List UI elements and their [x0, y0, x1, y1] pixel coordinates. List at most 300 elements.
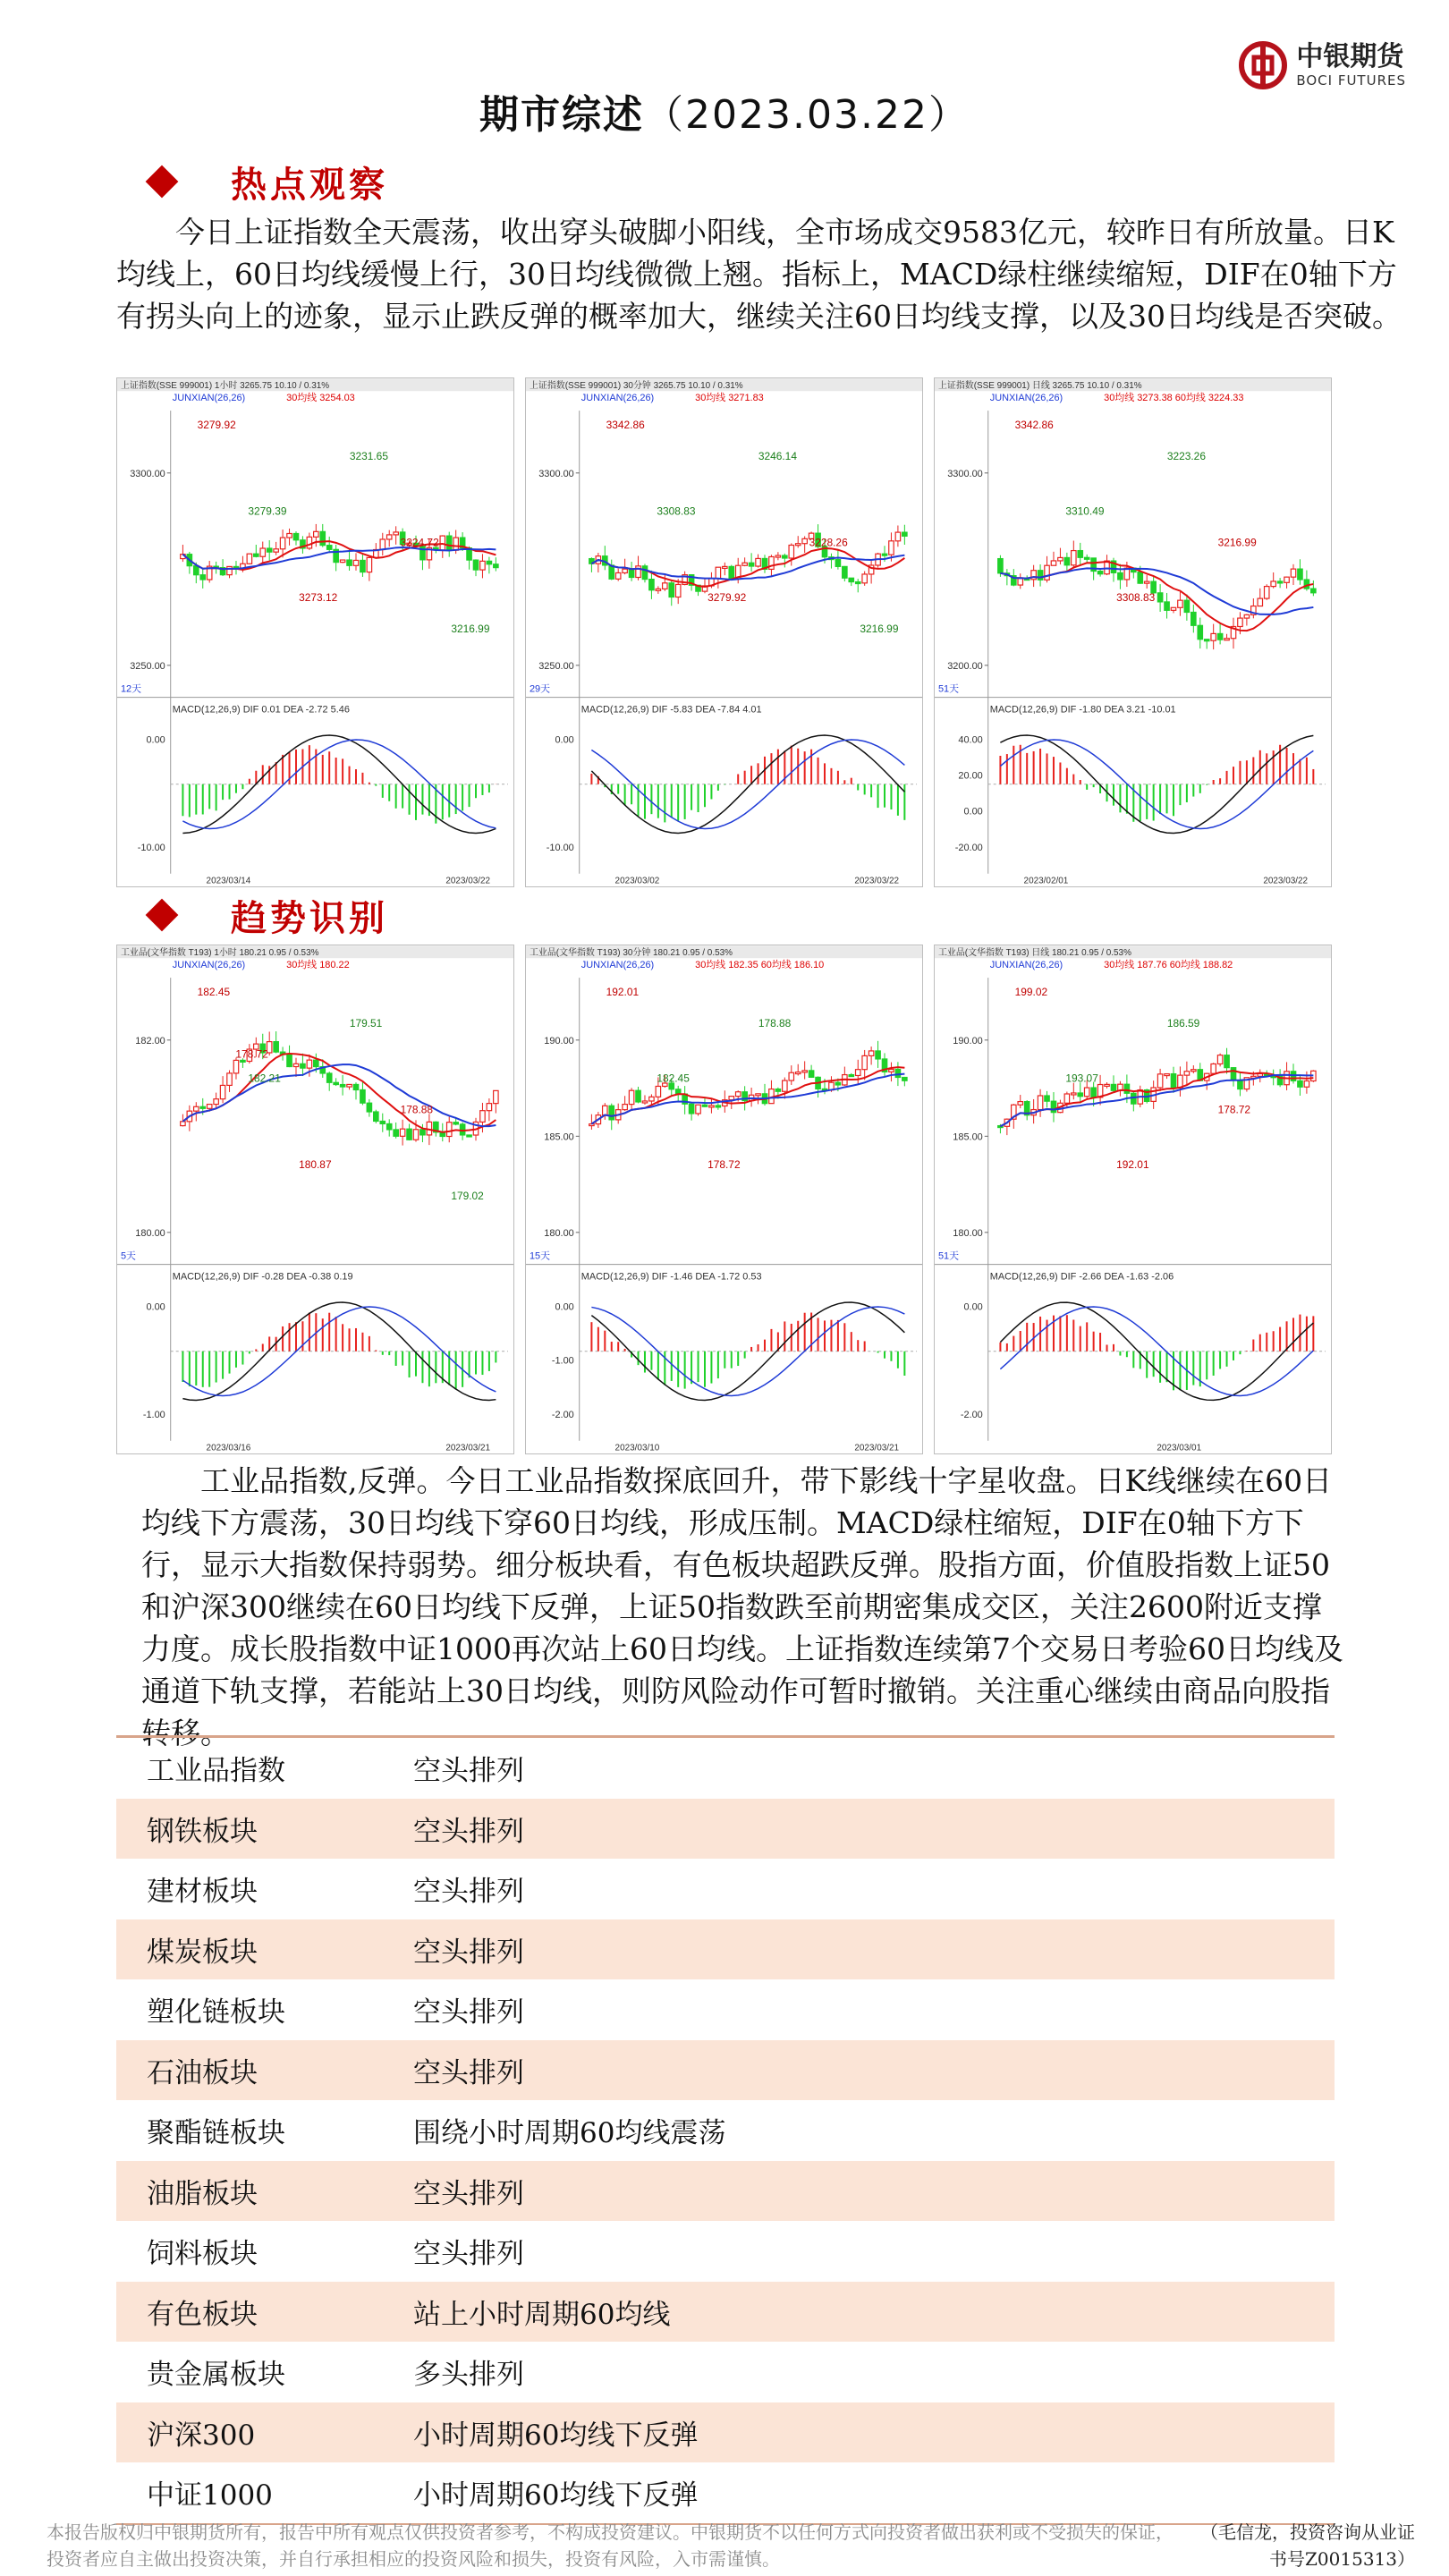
- range-label: 51天: [937, 1250, 960, 1262]
- sector-status: 空头排列: [413, 2177, 524, 2210]
- candle-body: [353, 1084, 358, 1089]
- ma-value: 30均线 3271.83: [695, 393, 764, 404]
- y-tick-label: 3200.00: [947, 660, 983, 672]
- date-label: 2023/03/22: [445, 876, 491, 886]
- candle-body: [1091, 1088, 1096, 1097]
- sector-status: 空头排列: [413, 1996, 524, 2029]
- candle-body: [287, 533, 292, 538]
- candle-body: [623, 1105, 627, 1110]
- candle-body: [1045, 1096, 1049, 1101]
- sector-status: 空头排列: [413, 1755, 524, 1788]
- sector-name: 煤炭板块: [147, 1936, 258, 1969]
- candle-body: [1258, 1073, 1262, 1076]
- candle-body: [1072, 551, 1076, 565]
- candle-body: [473, 560, 478, 570]
- price-label: 3216.99: [1217, 536, 1257, 549]
- sector-name: 中证1000: [147, 2479, 273, 2512]
- candle-body: [254, 554, 258, 556]
- sector-name: 塑化链板块: [147, 1996, 285, 2029]
- candle-body: [320, 531, 325, 545]
- candle-body: [1051, 1101, 1055, 1112]
- candle-body: [274, 549, 278, 552]
- candle-body: [795, 544, 800, 546]
- table-row: [116, 2100, 1335, 2161]
- candle-body: [1124, 1084, 1129, 1093]
- candle-body: [889, 541, 894, 555]
- y-tick-label: 3300.00: [538, 468, 574, 479]
- y-tick-label: 3300.00: [947, 468, 983, 479]
- candle-body: [649, 1097, 654, 1101]
- kline-chart: [116, 377, 514, 887]
- y-tick-label: 190.00: [544, 1035, 574, 1046]
- candle-body: [360, 1089, 365, 1103]
- candle-body: [200, 575, 205, 580]
- price-label: 3279.92: [197, 419, 236, 432]
- macd-tick-label: -10.00: [546, 842, 574, 853]
- candle-body: [374, 1112, 378, 1121]
- price-label: 178.72: [235, 1047, 268, 1061]
- candle-body: [1217, 1055, 1222, 1064]
- price-label: 3308.83: [657, 504, 696, 518]
- candle-body: [314, 1060, 318, 1066]
- candle-body: [453, 1123, 458, 1124]
- candle-body: [487, 1104, 491, 1111]
- candle-body: [326, 546, 331, 550]
- candle-body: [233, 1060, 238, 1072]
- date-label: 2023/03/22: [854, 876, 900, 886]
- range-label: 15天: [529, 1250, 551, 1262]
- index-chart-row: [116, 377, 1333, 887]
- candle-body: [307, 537, 311, 548]
- candle-body: [656, 1086, 660, 1097]
- page-header: [0, 0, 1449, 143]
- macd-tick-label: -10.00: [137, 842, 165, 853]
- candle-body: [1171, 1074, 1175, 1089]
- macd-label: MACD(12,26,9) DIF -2.66 DEA -1.63 -2.06: [989, 1271, 1174, 1283]
- boc-logo-icon: [1239, 41, 1287, 89]
- candle-body: [1118, 572, 1123, 580]
- chart-header: 上证指数(SSE 999001) 日线 3265.75 10.10 / 0.31%: [937, 381, 1142, 392]
- candle-body: [998, 559, 1003, 573]
- sector-name: 沪深300: [147, 2419, 256, 2452]
- candle-body: [1038, 571, 1042, 580]
- candle-body: [769, 556, 774, 569]
- ma-label: JUNXIAN(26,26): [172, 393, 246, 404]
- candle-body: [1304, 580, 1309, 589]
- candle-body: [636, 1090, 640, 1102]
- candle-body: [301, 1063, 305, 1068]
- candle-body: [293, 533, 298, 539]
- sector-status: 围绕小时周期60均线震荡: [413, 2117, 726, 2150]
- chart-header: 上证指数(SSE 999001) 30分钟 3265.75 10.10 / 0.31%: [529, 381, 743, 392]
- candle-body: [783, 1080, 787, 1091]
- candle-body: [716, 1106, 720, 1107]
- candle-body: [689, 1104, 693, 1114]
- candle-body: [629, 569, 633, 577]
- candle-body: [862, 1055, 867, 1069]
- candle-body: [314, 531, 318, 537]
- candle-body: [307, 1060, 311, 1068]
- table-row: [116, 2402, 1335, 2463]
- table-row: [116, 1859, 1335, 1919]
- candle-body: [1157, 593, 1162, 602]
- candle-body: [1111, 1084, 1115, 1090]
- candle-body: [723, 566, 727, 568]
- macd-label: MACD(12,26,9) DIF -5.83 DEA -7.84 4.01: [580, 704, 762, 716]
- candle-body: [869, 1051, 873, 1055]
- page-title: 期市综述（2023.03.22）: [479, 92, 970, 138]
- candle-body: [360, 560, 365, 572]
- macd-tick-label: 0.00: [963, 806, 983, 818]
- candle-body: [227, 1073, 232, 1086]
- chart-header: 工业品(文华指数 T193) 1小时 180.21 0.95 / 0.53%: [120, 948, 319, 959]
- candle-body: [669, 583, 674, 597]
- candle-body: [1271, 581, 1275, 587]
- sector-name: 贵金属板块: [147, 2359, 285, 2392]
- candle-body: [1184, 600, 1189, 612]
- candle-body: [394, 532, 398, 535]
- candle-body: [494, 564, 498, 568]
- date-label: 2023/03/02: [614, 876, 660, 886]
- price-label: 3342.86: [606, 419, 645, 432]
- sector-status: 空头排列: [413, 2056, 524, 2089]
- y-tick-label: 3250.00: [130, 660, 165, 672]
- sector-status: 小时周期60均线下反弹: [413, 2479, 699, 2512]
- chart-header: 工业品(文华指数 T193) 30分钟 180.21 0.95 / 0.53%: [529, 948, 733, 959]
- candle-body: [876, 1051, 880, 1059]
- price-label: 192.01: [1116, 1158, 1149, 1172]
- candle-body: [1058, 557, 1063, 561]
- candle-body: [1064, 1094, 1069, 1103]
- candle-body: [274, 1042, 278, 1053]
- range-label: 51天: [937, 683, 960, 695]
- candle-body: [386, 1123, 391, 1129]
- ma-value: 30均线 3254.03: [286, 393, 355, 404]
- ma60-line: [182, 547, 496, 569]
- analyst-credit: （毛信龙，投资咨询从业证书号Z0015313）: [1200, 2521, 1415, 2570]
- logo-chinese-name: 中银期货: [1296, 41, 1404, 72]
- candle-body: [1244, 614, 1249, 618]
- candle-body: [895, 1069, 900, 1077]
- candle-body: [902, 1078, 907, 1081]
- chart-header: 上证指数(SSE 999001) 1小时 3265.75 10.10 / 0.31%: [120, 381, 330, 392]
- candle-body: [1291, 569, 1295, 577]
- candle-body: [1198, 625, 1202, 639]
- date-label: 2023/03/14: [206, 876, 251, 886]
- candle-body: [247, 554, 251, 564]
- kline-chart: [525, 945, 923, 1454]
- y-tick-label: 182.00: [135, 1035, 165, 1046]
- macd-label: MACD(12,26,9) DIF -1.46 DEA -1.72 0.53: [580, 1271, 762, 1283]
- report-date: （2023.03.22）: [644, 92, 970, 138]
- candle-body: [1211, 633, 1216, 640]
- candle-body: [675, 584, 680, 597]
- candle-body: [367, 1103, 371, 1112]
- candle-body: [181, 1122, 185, 1126]
- candle-body: [1311, 589, 1316, 593]
- table-row: [116, 2462, 1335, 2523]
- price-label: 182.45: [197, 986, 231, 999]
- price-label: 3224.72: [400, 536, 439, 549]
- candle-body: [1097, 572, 1102, 574]
- candle-body: [267, 548, 271, 552]
- ma-value: 30均线 182.35 60均线 186.10: [695, 960, 825, 971]
- candle-body: [1304, 1080, 1309, 1087]
- candle-body: [1038, 1096, 1042, 1110]
- price-label: 3223.26: [1166, 449, 1206, 462]
- candle-body: [494, 1090, 498, 1103]
- sector-status-table: [116, 1735, 1335, 2525]
- candle-body: [1138, 572, 1142, 584]
- company-logo: [1239, 34, 1406, 97]
- candle-body: [649, 580, 654, 590]
- date-label: 2023/03/10: [614, 1443, 660, 1453]
- candle-body: [220, 1085, 225, 1098]
- candle-body: [400, 1129, 404, 1136]
- macd-tick-label: 0.00: [555, 734, 574, 746]
- candle-body: [775, 555, 780, 557]
- price-label: 179.02: [451, 1190, 484, 1202]
- candle-body: [347, 1084, 352, 1087]
- y-tick-label: 3250.00: [538, 660, 574, 672]
- candle-body: [340, 560, 344, 563]
- disclaimer: 本报告版权归中银期货所有，报告中所有观点仅供投资者参考，不构成投资建议。中银期货不以任何方式向投资者做出获利或不受损失的保证，投资者应自主做出投资决策，并自行承担相应的投资风险和损失，投资有风险，入市需谨慎。: [47, 2521, 1174, 2570]
- candle-body: [729, 566, 733, 579]
- candle-body: [394, 1130, 398, 1136]
- date-label: 2023/03/22: [1263, 876, 1309, 886]
- candle-body: [642, 1101, 647, 1103]
- candle-body: [756, 1094, 760, 1096]
- candle-body: [656, 589, 660, 590]
- price-label: 186.59: [1166, 1016, 1200, 1030]
- macd-tick-label: 0.00: [963, 1301, 983, 1313]
- sector-name: 建材板块: [147, 1876, 258, 1909]
- trend-paragraph: 工业品指数,反弹。今日工业品指数探底回升，带下影线十字星收盘。日K线继续在60日均线下方震荡，30日均线下穿60日均线，形成压制。MACD绿柱缩短，DIF在0轴下方下行，显示大指数保持弱势。细分板块看，有色板块超跌反弹。股指方面，价值股指数上证50和沪深300继续在60日均线下反弹，上证50指数跌至前期密集成交区，关注2600附近支撑力度。成长股指数中证1000再次站上60日均线。上证指数连续第7个交易日考验60日均线及通道下轨支撑，若能站上30日均线，则防风险动作可暂时撤销。关注重心继续由商品向股指转移。: [141, 1463, 1343, 1750]
- price-label: 182.21: [248, 1072, 281, 1085]
- date-label: 2023/03/21: [854, 1443, 900, 1453]
- macd-label: MACD(12,26,9) DIF 0.01 DEA -2.72 5.46: [172, 704, 350, 716]
- candle-body: [1191, 612, 1196, 625]
- ma-label: JUNXIAN(26,26): [580, 960, 655, 971]
- candle-body: [889, 1069, 894, 1072]
- price-label: 3310.49: [1065, 504, 1105, 518]
- macd-tick-label: -1.00: [551, 1355, 574, 1367]
- candle-body: [809, 1071, 813, 1077]
- candle-body: [1165, 602, 1169, 610]
- ma-value: 30均线 3273.38 60均线 3224.33: [1104, 393, 1244, 404]
- table-row: [116, 2221, 1335, 2282]
- chart-header: 工业品(文华指数 T193) 日线 180.21 0.95 / 0.53%: [937, 948, 1131, 959]
- candle-body: [214, 1099, 218, 1105]
- sector-name: 石油板块: [147, 2056, 258, 2089]
- macd-tick-label: 40.00: [958, 734, 983, 746]
- candle-body: [1084, 557, 1089, 559]
- candle-body: [1051, 561, 1055, 565]
- candle-body: [735, 1092, 740, 1097]
- candle-body: [856, 582, 860, 584]
- candle-body: [260, 548, 265, 556]
- candle-body: [642, 566, 647, 580]
- candle-body: [609, 1106, 614, 1120]
- candle-body: [849, 578, 853, 581]
- candle-body: [802, 1071, 807, 1072]
- candle-body: [1191, 1070, 1196, 1072]
- macd-tick-label: 0.00: [555, 1301, 574, 1313]
- price-label: 3246.14: [758, 449, 797, 462]
- y-tick-label: 185.00: [953, 1131, 983, 1143]
- sector-status: 空头排列: [413, 1876, 524, 1909]
- candle-body: [1045, 565, 1049, 580]
- candle-body: [487, 561, 491, 564]
- y-tick-label: 185.00: [544, 1131, 574, 1143]
- candle-body: [447, 536, 452, 550]
- y-tick-label: 190.00: [953, 1035, 983, 1046]
- kline-chart: [934, 377, 1332, 887]
- candle-body: [200, 1106, 205, 1108]
- candle-body: [453, 538, 458, 550]
- candle-body: [293, 1063, 298, 1066]
- section-trend-heading: 趋势识别: [150, 893, 388, 937]
- candle-body: [783, 555, 787, 558]
- candle-body: [467, 1135, 471, 1137]
- candle-body: [1277, 581, 1282, 583]
- sector-status: 多头排列: [413, 2359, 524, 2392]
- sector-status: 空头排列: [413, 1936, 524, 1969]
- table-row: [116, 1979, 1335, 2040]
- candle-body: [1157, 1074, 1162, 1088]
- price-label: 3216.99: [860, 623, 899, 635]
- date-label: 2023/02/01: [1023, 876, 1069, 886]
- macd-tick-label: 0.00: [146, 734, 165, 746]
- candle-body: [795, 1072, 800, 1074]
- candle-body: [194, 1106, 199, 1111]
- candle-body: [1165, 1074, 1169, 1076]
- table-row: [116, 2282, 1335, 2343]
- candle-body: [1105, 1084, 1109, 1086]
- candle-body: [413, 1130, 418, 1140]
- ma-value: 30均线 180.22: [286, 960, 350, 971]
- candle-body: [629, 1090, 633, 1104]
- y-tick-label: 3300.00: [130, 468, 165, 479]
- kline-chart: [525, 377, 923, 887]
- price-label: 3308.83: [1116, 591, 1156, 605]
- table-row: [116, 2040, 1335, 2101]
- candle-body: [862, 574, 867, 583]
- candle-body: [407, 1129, 411, 1140]
- price-label: 3216.99: [451, 623, 490, 635]
- candle-body: [895, 532, 900, 541]
- price-label: 193.07: [1065, 1072, 1098, 1085]
- candle-body: [1217, 633, 1222, 640]
- candle-body: [380, 539, 385, 550]
- candle-body: [1018, 1102, 1022, 1106]
- table-row: [116, 1799, 1335, 1860]
- candle-body: [1064, 557, 1069, 564]
- range-label: 5天: [120, 1250, 137, 1262]
- date-label: 2023/03/01: [1157, 1443, 1202, 1453]
- macd-label: MACD(12,26,9) DIF -0.28 DEA -0.38 0.19: [172, 1271, 353, 1283]
- candle-body: [480, 1111, 485, 1123]
- date-label: 2023/03/16: [206, 1443, 251, 1453]
- price-label: 192.01: [606, 986, 640, 999]
- y-tick-label: 180.00: [953, 1227, 983, 1239]
- candle-body: [835, 1082, 840, 1085]
- candle-body: [835, 560, 840, 567]
- candle-body: [603, 1106, 607, 1114]
- candle-body: [696, 1105, 700, 1114]
- candle-body: [447, 1123, 452, 1137]
- macd-tick-label: -2.00: [551, 1409, 574, 1420]
- candle-body: [756, 558, 760, 566]
- candle-body: [1171, 607, 1175, 610]
- candle-body: [789, 1072, 793, 1080]
- price-label: 179.51: [349, 1016, 383, 1030]
- sector-name: 饲料板块: [147, 2238, 258, 2271]
- sector-name: 钢铁板块: [147, 1815, 258, 1848]
- hotspot-paragraph: 今日上证指数全天震荡，收出穿头破脚小阳线，全市场成交9583亿元，较昨日有所放量。日K均线上，60日均线缓慢上行，30日均线微微上翘。指标上，MACD绿柱继续缩短，DIF在0轴下方有拐头向上的迹象，显示止跌反弹的概率加大，继续关注60日均线支撑，以及30日均线是否突破。: [116, 215, 1402, 334]
- ma-label: JUNXIAN(26,26): [580, 393, 655, 404]
- candle-body: [334, 1082, 338, 1084]
- price-label: 3273.12: [299, 591, 338, 605]
- candle-body: [1284, 577, 1289, 582]
- candle-body: [1184, 1072, 1189, 1075]
- candle-body: [380, 1121, 385, 1123]
- candle-body: [1204, 640, 1208, 641]
- candle-body: [882, 554, 886, 555]
- diamond-bullet-icon: [146, 899, 179, 932]
- range-label: 29天: [529, 683, 551, 695]
- candle-body: [420, 1130, 425, 1135]
- kline-chart: [116, 945, 514, 1454]
- candle-body: [1078, 1093, 1082, 1097]
- macd-tick-label: -20.00: [954, 842, 983, 853]
- candle-body: [347, 560, 352, 565]
- candle-body: [1072, 1093, 1076, 1095]
- section-hotspot-heading: 热点观察: [150, 159, 388, 204]
- ma-label: JUNXIAN(26,26): [989, 960, 1063, 971]
- price-label: 182.45: [657, 1072, 690, 1085]
- candle-body: [1265, 587, 1269, 598]
- logo-english-name: BOCI FUTURES: [1296, 72, 1406, 89]
- candle-body: [367, 557, 371, 572]
- candle-body: [856, 1070, 860, 1076]
- candle-body: [386, 535, 391, 539]
- candle-body: [716, 567, 720, 579]
- candle-body: [729, 1097, 733, 1100]
- candle-body: [1178, 600, 1182, 607]
- candle-body: [1238, 1080, 1242, 1089]
- price-label: 3342.86: [1014, 419, 1054, 432]
- candle-body: [480, 561, 485, 570]
- price-label: 180.87: [299, 1158, 332, 1172]
- candle-body: [615, 572, 620, 579]
- range-label: 12天: [120, 683, 142, 695]
- candle-body: [589, 1124, 594, 1126]
- candle-body: [702, 1105, 707, 1106]
- price-label: 3231.65: [349, 449, 388, 462]
- sector-name: 油脂板块: [147, 2177, 258, 2210]
- candle-body: [789, 545, 793, 558]
- macd-tick-label: -2.00: [960, 1409, 983, 1420]
- sector-status: 空头排列: [413, 2238, 524, 2271]
- candle-body: [326, 1073, 331, 1082]
- price-label: 178.88: [400, 1103, 434, 1116]
- candle-body: [1144, 581, 1148, 583]
- candle-body: [775, 1089, 780, 1092]
- ma-label: JUNXIAN(26,26): [172, 960, 246, 971]
- candle-body: [194, 566, 199, 575]
- candle-body: [709, 1106, 714, 1107]
